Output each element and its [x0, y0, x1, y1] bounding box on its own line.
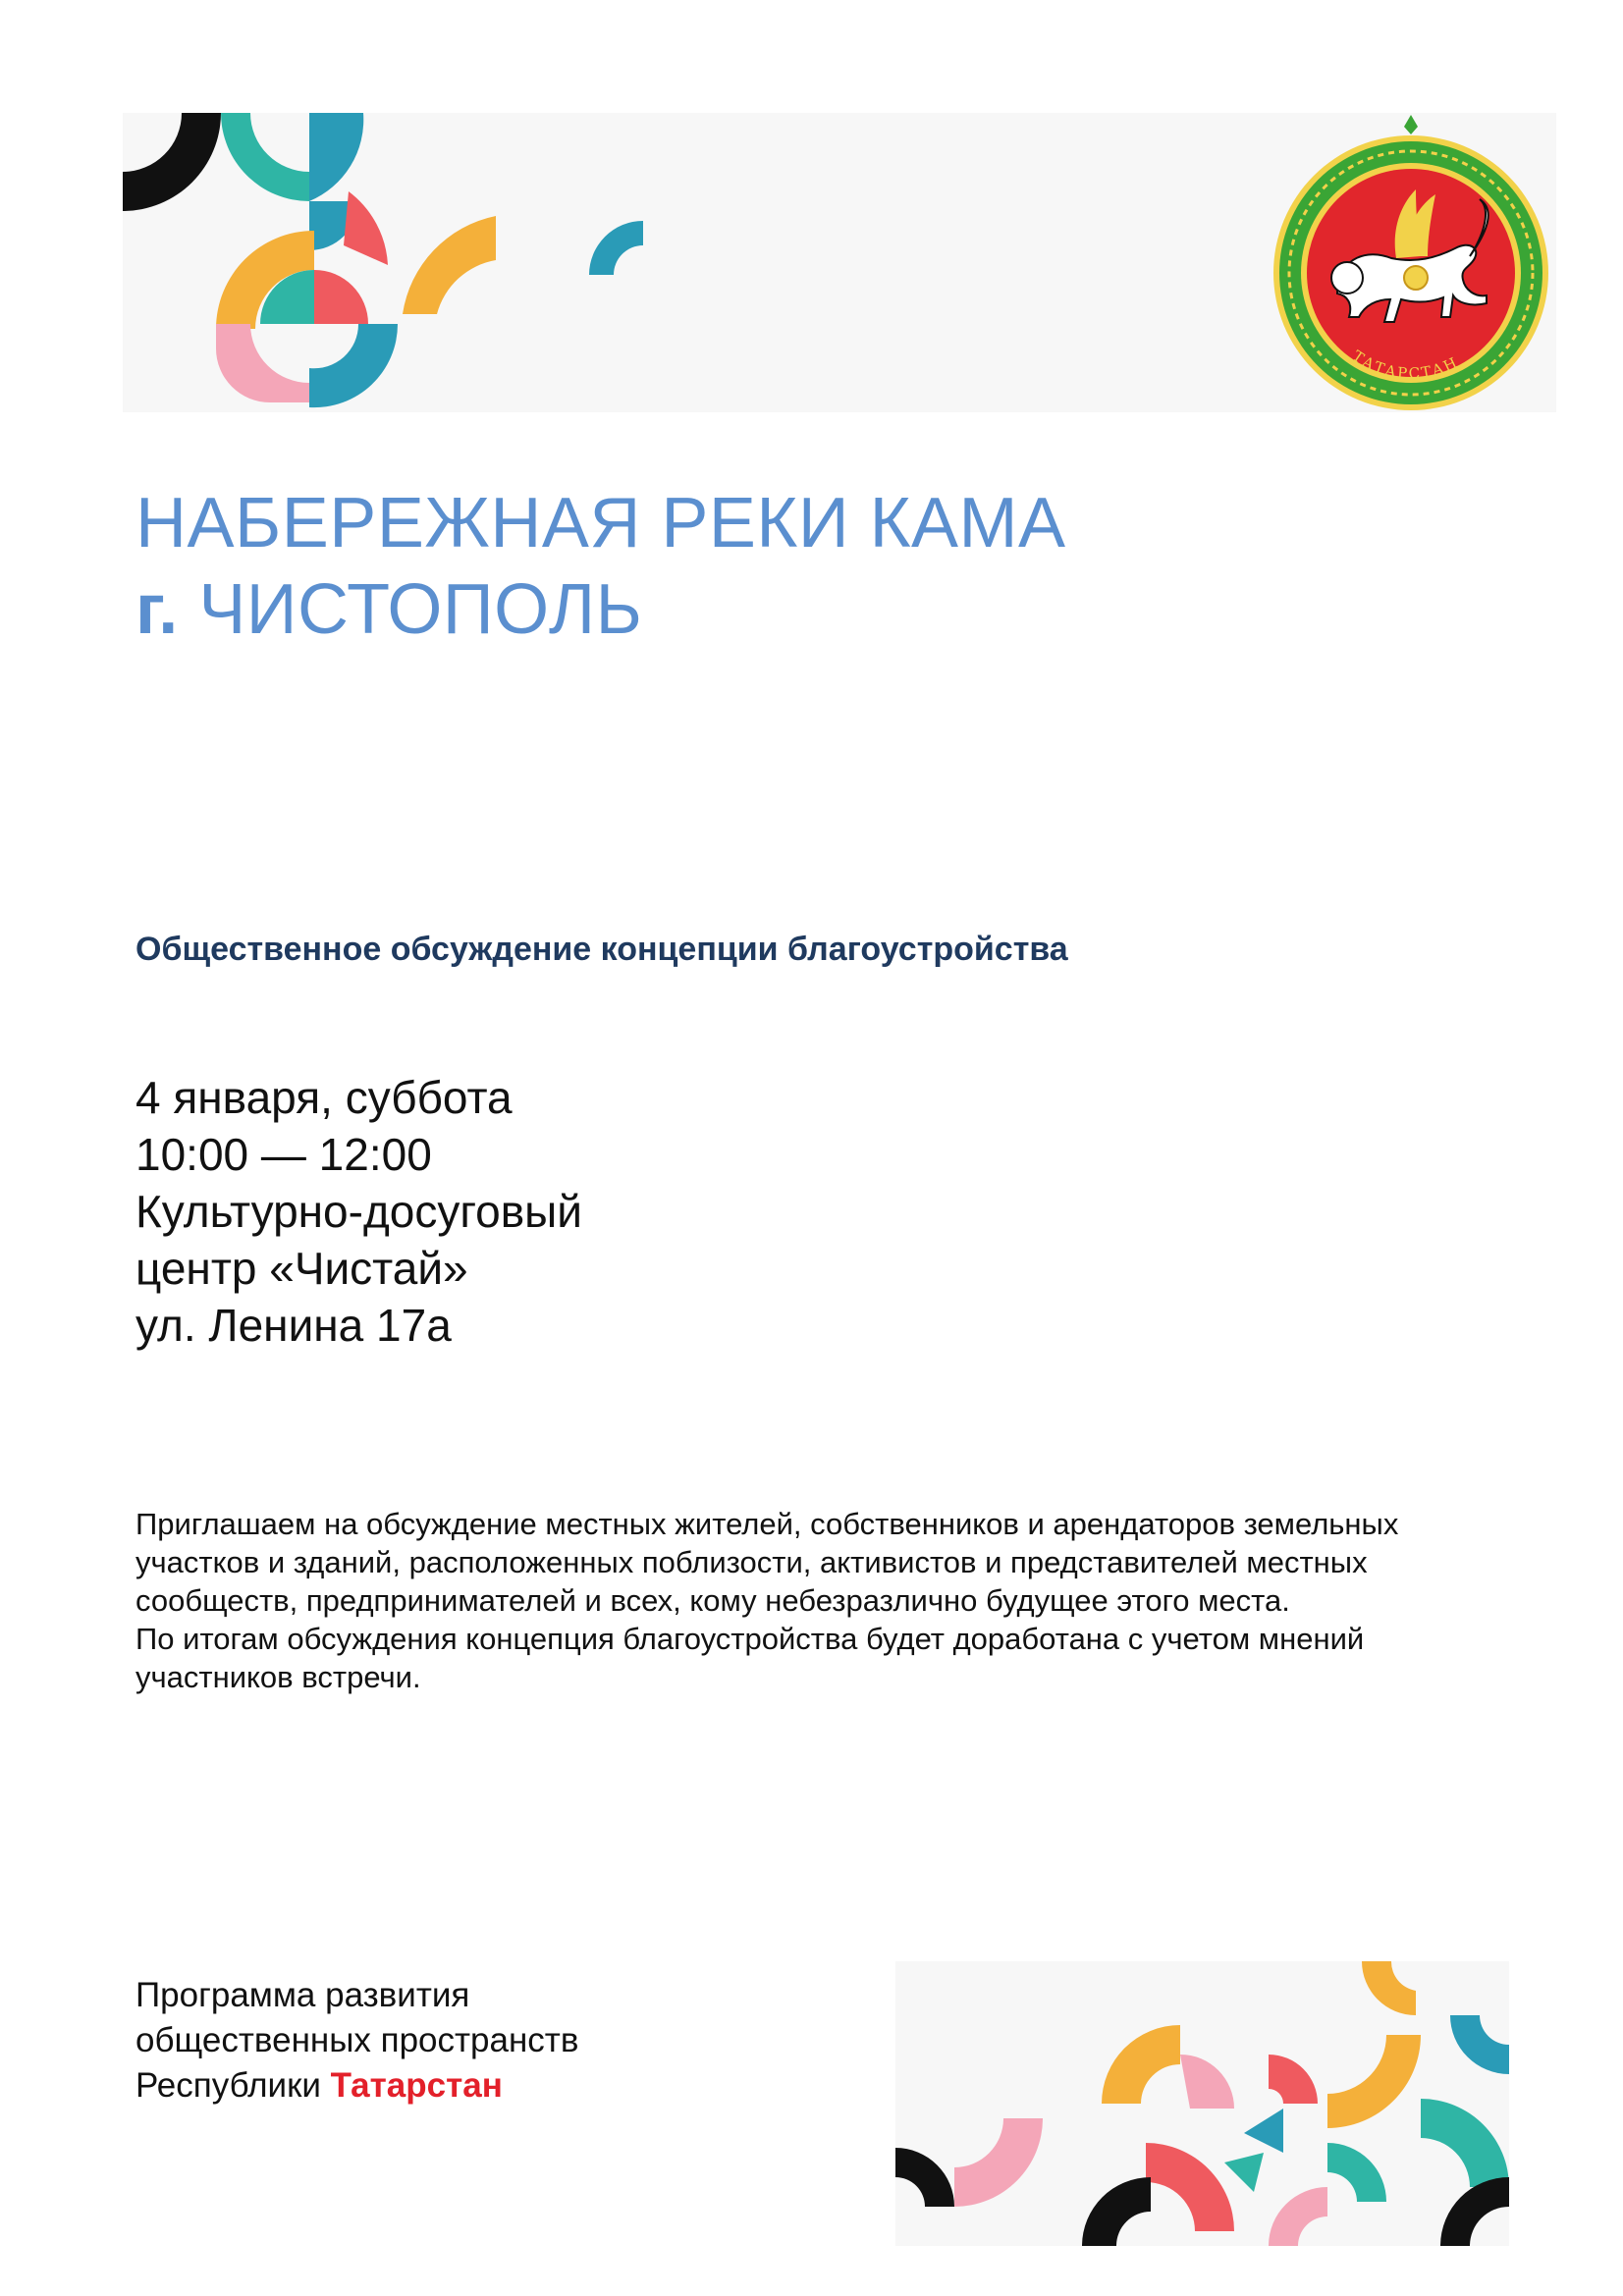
title-city-prefix: г. — [135, 570, 179, 649]
tatarstan-emblem — [1269, 111, 1553, 415]
emblem-text: ТАТАРСТАН — [1349, 347, 1462, 383]
invitation-line: По итогам обсуждения концепция благоустройства будет доработана с учетом мнений — [135, 1622, 1365, 1656]
page-title-line-1: НАБЕРЕЖНАЯ РЕКИ КАМА — [135, 484, 1066, 562]
invitation-line: участников встречи. — [135, 1660, 421, 1694]
page-title-line-2 — [135, 570, 643, 649]
event-date: 4 января, суббота — [135, 1072, 513, 1123]
bottom-decorative-banner — [895, 1961, 1509, 2246]
event-venue-line-2: центр «Чистай» — [135, 1243, 468, 1294]
invitation-line: сообществ, предпринимателей и всех, кому небезразлично будущее этого места. — [135, 1583, 1290, 1618]
invitation-line: участков и зданий, расположенных поблизости, активистов и представителей местных — [135, 1545, 1368, 1579]
emblem-graphic — [1269, 111, 1553, 415]
invitation-line: Приглашаем на обсуждение местных жителей, собственников и арендаторов земельных — [135, 1507, 1399, 1541]
event-time: 10:00 — 12:00 — [135, 1129, 432, 1180]
event-address: ул. Ленина 17а — [135, 1300, 452, 1351]
program-republic-label: Республики — [135, 2066, 321, 2105]
program-line-1: Программа развития — [135, 1976, 470, 2014]
program-line-2: общественных пространств — [135, 2021, 579, 2059]
event-subtitle: Общественное обсуждение концепции благоустройства — [135, 931, 1068, 968]
program-line-3 — [135, 2068, 503, 2103]
invitation-text — [135, 1505, 1510, 1696]
program-tatarstan-label: Татарстан — [330, 2066, 503, 2105]
title-city: ЧИСТОПОЛЬ — [198, 570, 643, 649]
event-venue-line-1: Культурно-досуговый — [135, 1186, 582, 1237]
geometric-pattern-bottom — [895, 1961, 1509, 2246]
